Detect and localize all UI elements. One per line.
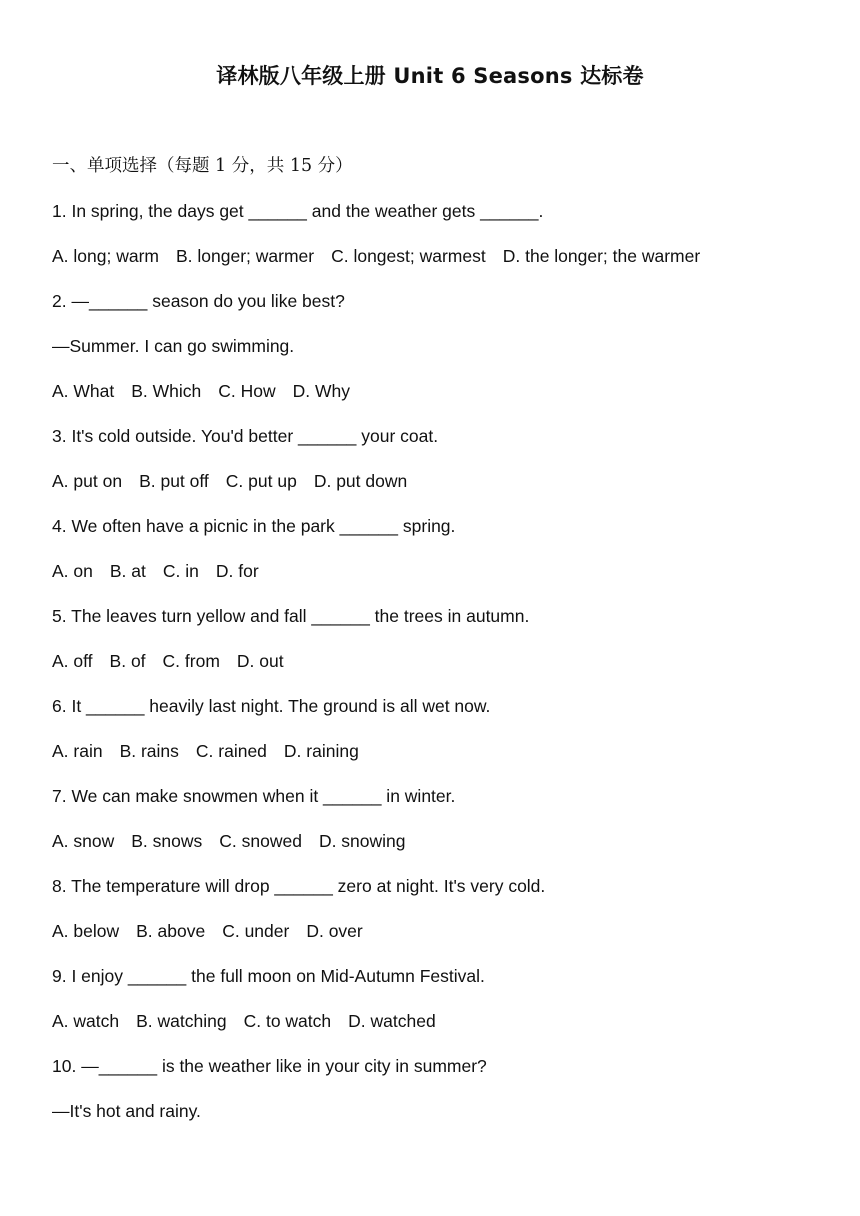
option: A. watch (52, 1011, 120, 1031)
options-row (52, 558, 832, 603)
question-text: 7. We can make snowmen when it ______ in winter. (52, 786, 456, 806)
option: B. at (109, 561, 146, 581)
option: C. longest; warmest (331, 246, 486, 266)
option: A. on (52, 561, 93, 581)
option: D. over (306, 921, 363, 941)
question-text: 6. It ______ heavily last night. The ground is all wet now. (52, 696, 491, 716)
option: A. put on (52, 471, 123, 491)
option: A. below (52, 921, 120, 941)
option: A. What (52, 381, 115, 401)
options-row (52, 468, 832, 513)
option: D. put down (313, 471, 408, 491)
option: A. long; warm (52, 246, 159, 266)
option: C. rained (195, 741, 267, 761)
options-row (52, 918, 832, 963)
option: A. rain (52, 741, 103, 761)
option: D. Why (292, 381, 351, 401)
question-text: 3. It's cold outside. You'd better ______ your coat. (52, 426, 439, 446)
options-row (52, 828, 832, 873)
option: A. snow (52, 831, 115, 851)
option: B. snows (131, 831, 203, 851)
option: C. from (162, 651, 220, 671)
option: C. to watch (243, 1011, 332, 1031)
option: B. longer; warmer (175, 246, 315, 266)
option: B. watching (136, 1011, 227, 1031)
document-title: 译林版八年级上册 Unit 6 Seasons 达标卷 (216, 64, 644, 88)
option: D. snowing (318, 831, 406, 851)
option: D. the longer; the warmer (502, 246, 701, 266)
option: C. snowed (219, 831, 302, 851)
options-row (52, 378, 832, 423)
option: C. in (162, 561, 199, 581)
option: D. out (236, 651, 284, 671)
question-text: 1. In spring, the days get ______ and the weather gets ______. (52, 201, 544, 221)
option: B. put off (139, 471, 209, 491)
option: D. for (215, 561, 259, 581)
section-heading: 一、单项选择（每题 1 分，共 15 分） (52, 156, 353, 176)
option: B. of (109, 651, 146, 671)
options-row (52, 1008, 832, 1053)
option: B. rains (119, 741, 179, 761)
dialogue-line: —It's hot and rainy. (52, 1101, 201, 1121)
options-row (52, 648, 832, 693)
option: B. Which (131, 381, 202, 401)
option: D. watched (348, 1011, 436, 1031)
question-list (52, 198, 832, 1143)
question-text: 9. I enjoy ______ the full moon on Mid-Autumn Festival. (52, 966, 485, 986)
options-row (52, 738, 832, 783)
question-text: 2. —______ season do you like best? (52, 291, 345, 311)
option: D. raining (283, 741, 359, 761)
question-text: 10. —______ is the weather like in your city in summer? (52, 1056, 487, 1076)
option: C. How (218, 381, 276, 401)
option: B. above (136, 921, 206, 941)
question-text: 8. The temperature will drop ______ zero at night. It's very cold. (52, 876, 546, 896)
option: C. put up (225, 471, 297, 491)
dialogue-line: —Summer. I can go swimming. (52, 336, 295, 356)
option: A. off (52, 651, 93, 671)
options-row (52, 243, 832, 288)
option: C. under (222, 921, 290, 941)
question-text: 4. We often have a picnic in the park ______ spring. (52, 516, 456, 536)
question-text: 5. The leaves turn yellow and fall ______ the trees in autumn. (52, 606, 530, 626)
